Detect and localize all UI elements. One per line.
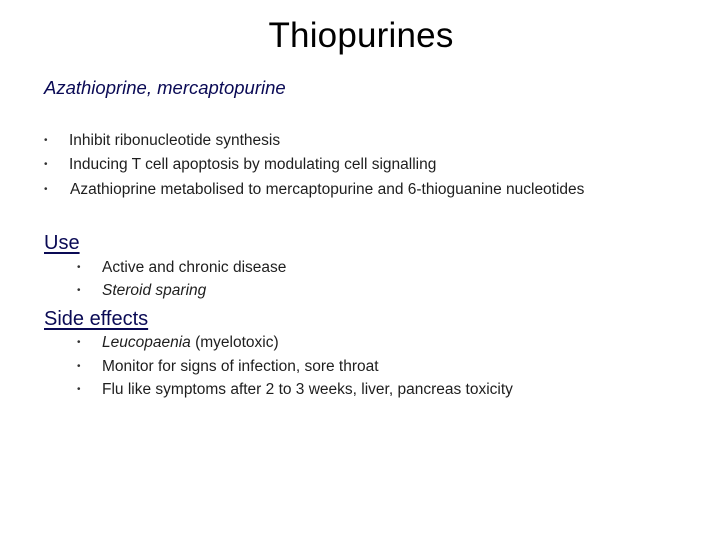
bullet-icon: • [77,262,81,273]
list-item-side-effect-2 [0,357,720,377]
list-item-side-effect-3 [0,380,720,400]
use-heading: Use [44,232,80,254]
mechanism-text: Inhibit ribonucleotide synthesis [69,132,281,149]
slide-subtitle: Azathioprine, mercaptopurine [44,77,286,98]
side-effect-term: Leucopaenia [102,334,191,351]
bullet-icon: • [77,285,81,296]
bullet-icon: • [44,135,48,146]
side-effects-heading: Side effects [44,308,149,330]
bullet-icon: • [77,337,81,348]
list-item-use-2 [0,281,720,301]
list-item-side-effect-1 [0,333,720,353]
bullet-icon: • [77,361,81,372]
list-item-mechanism-2 [0,155,720,175]
mechanism-text: Azathioprine metabolised to mercaptopurine and 6-thioguanine nucleotides [70,181,585,198]
bullet-icon: • [44,184,48,195]
slide-title: Thiopurines [268,16,454,55]
bullet-icon: • [77,384,81,395]
use-item-text: Steroid sparing [102,282,207,299]
list-item-mechanism-3 [0,180,720,200]
mechanism-text: Inducing T cell apoptosis by modulating cell signalling [69,156,437,173]
side-effect-item-text: Monitor for signs of infection, sore throat [102,358,379,375]
list-item-mechanism-1 [0,131,720,151]
side-effect-note: (myelotoxic) [190,334,279,351]
use-item-text: Active and chronic disease [102,259,287,276]
side-effect-item-text: Flu like symptoms after 2 to 3 weeks, liver, pancreas toxicity [102,381,513,398]
bullet-icon: • [44,159,48,170]
list-item-use-1 [0,258,720,278]
side-effect-item-text [102,333,279,353]
